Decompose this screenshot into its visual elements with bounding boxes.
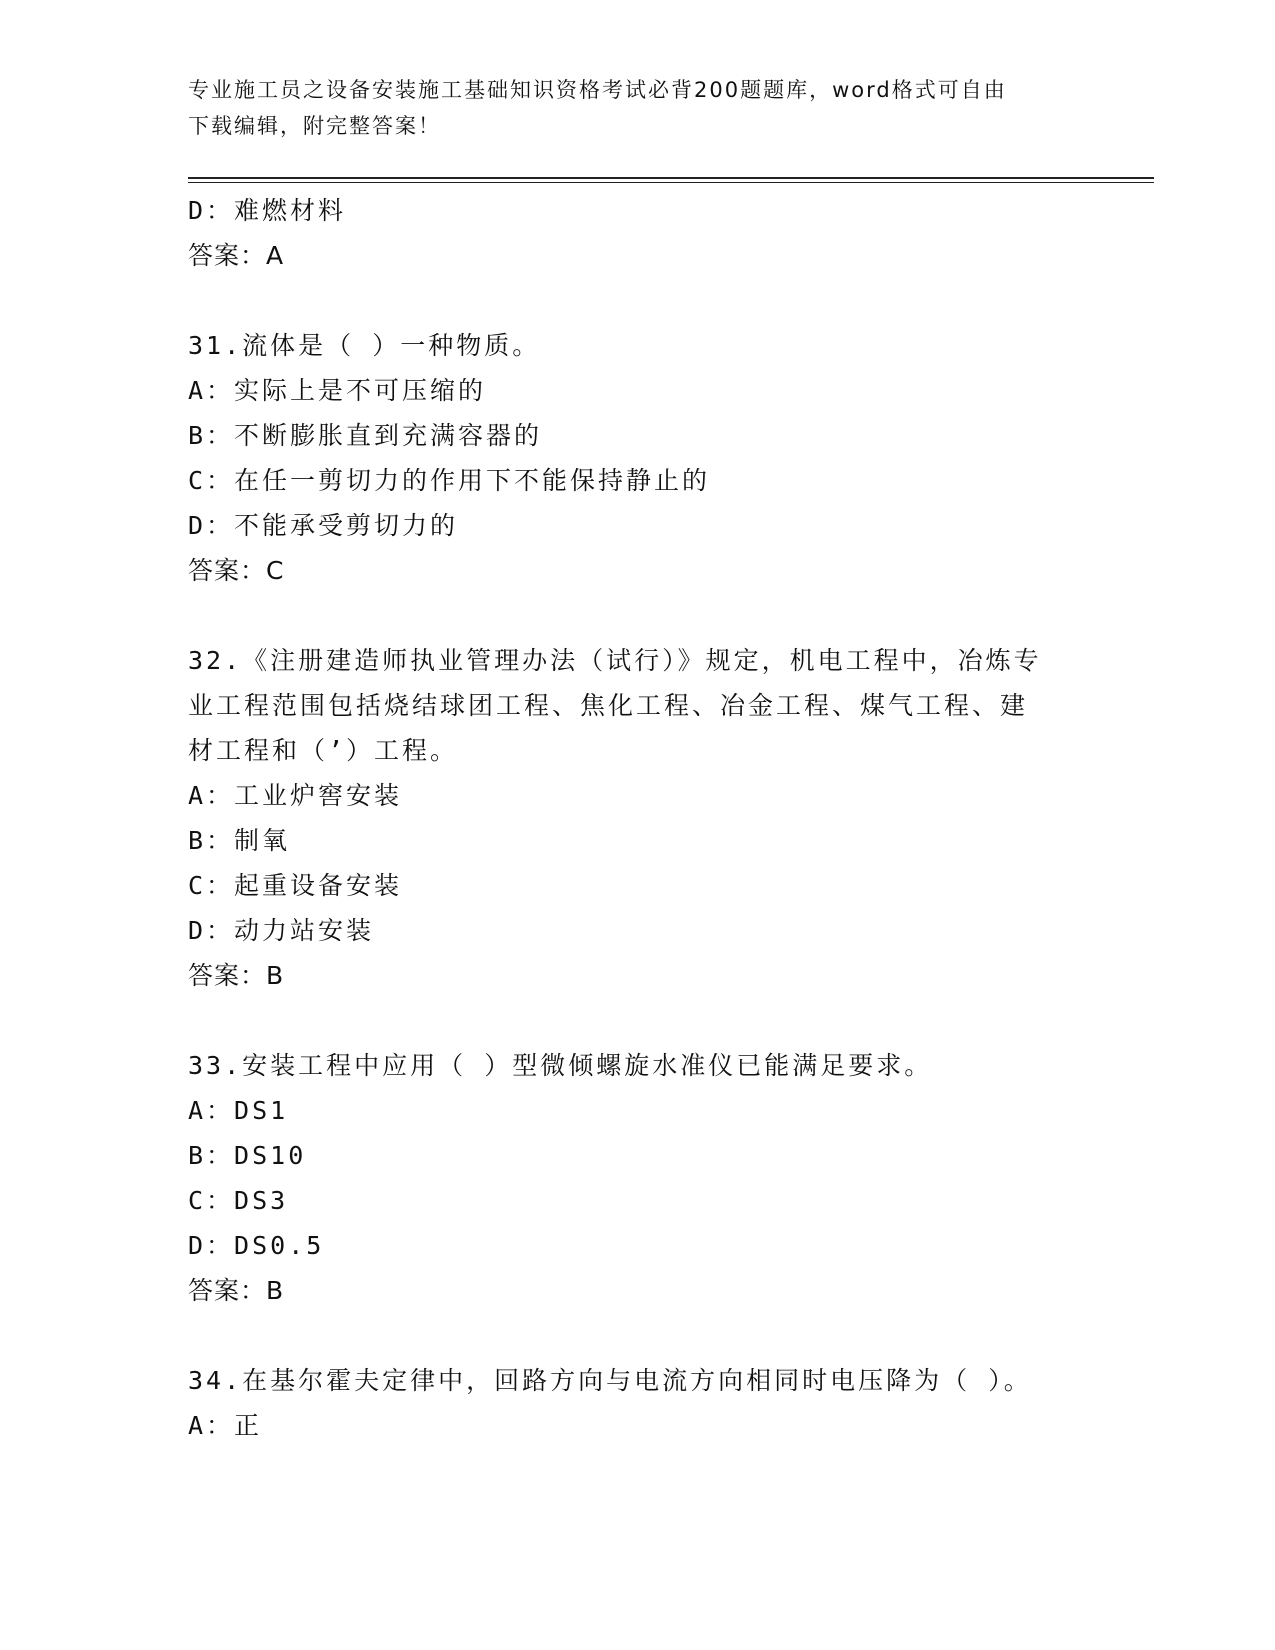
question-33-answer: 答案：B [188,1276,285,1305]
question-33-option-a: A：DS1 [188,1096,289,1125]
question-32-stem-line-3: 材工程和（’）工程。 [188,736,459,765]
spacer [188,278,1088,323]
header-rule-bottom [188,182,1154,183]
question-31-option-d: D：不能承受剪切力的 [188,511,459,540]
question-32-option-c: C：起重设备安装 [188,871,403,900]
spacer [188,593,1088,638]
question-33-stem: 33.安装工程中应用（ ）型微倾螺旋水准仪已能满足要求。 [188,1051,933,1080]
question-32-option-d: D：动力站安装 [188,916,375,945]
question-31-option-b: B：不断膨胀直到充满容器的 [188,421,543,450]
question-33-option-c: C：DS3 [188,1186,289,1215]
question-31-stem: 31.流体是（ ）一种物质。 [188,331,541,360]
document-header [188,72,1068,144]
question-32-option-b: B：制氧 [188,826,291,855]
question-33-option-d: D：DS0.5 [188,1231,325,1260]
question-34-stem: 34.在基尔霍夫定律中，回路方向与电流方向相同时电压降为（ ）。 [188,1366,1032,1395]
question-31-option-a: A：实际上是不可压缩的 [188,376,487,405]
spacer [188,1313,1088,1358]
question-33-option-b: B：DS10 [188,1141,307,1170]
header-line-2: 下载编辑，附完整答案！ [188,114,441,138]
question-32-stem-line-1: 32.《注册建造师执业管理办法（试行）》规定，机电工程中，冶炼专 [188,646,1042,675]
spacer [188,998,1088,1043]
question-32-answer: 答案：B [188,961,285,990]
header-rule-top [188,177,1154,179]
question-32-stem-line-2: 业工程范围包括烧结球团工程、焦化工程、冶金工程、煤气工程、建 [188,691,1029,720]
header-line-1: 专业施工员之设备安装施工基础知识资格考试必背200题题库，word格式可自由 [188,78,1007,102]
question-32-option-a: A：工业炉窖安装 [188,781,403,810]
prev-option-d: D：难燃材料 [188,196,347,225]
question-31-answer: 答案：C [188,556,285,585]
question-list [188,188,1088,1448]
prev-answer: 答案：A [188,241,285,270]
question-31-option-c: C：在任一剪切力的作用下不能保持静止的 [188,466,711,495]
question-34-option-a: A：正 [188,1411,263,1440]
